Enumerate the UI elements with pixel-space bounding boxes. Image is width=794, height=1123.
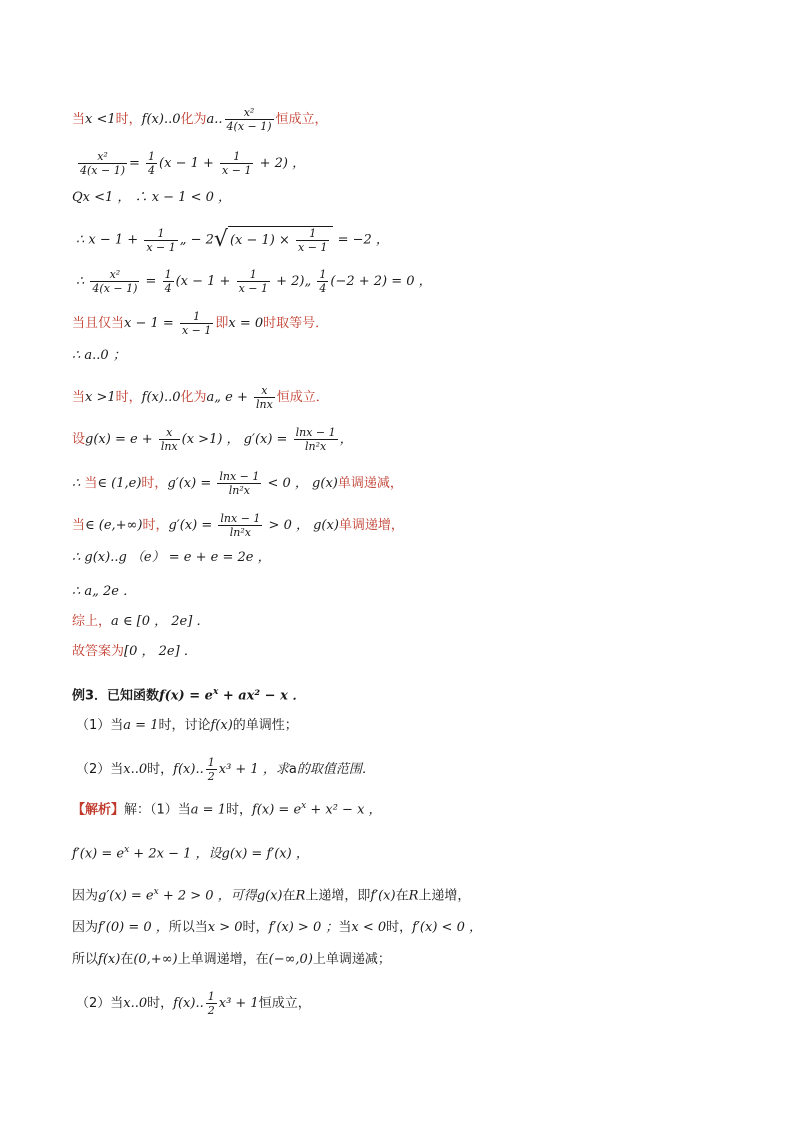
math-text: = −2 ，: [333, 232, 389, 248]
math-text: ∈ (e,+∞): [85, 518, 143, 533]
text-line: [72, 106, 328, 133]
math-text: f′(x): [370, 888, 396, 904]
text-line: [76, 268, 432, 295]
fraction-denominator: x − 1: [222, 164, 252, 177]
fraction-denominator: 4(x − 1): [92, 282, 138, 295]
fraction-numerator: 1: [207, 990, 215, 1003]
math-text: a = 1: [123, 718, 159, 733]
text-line: [72, 684, 305, 704]
chinese-text: 在: [395, 888, 409, 904]
fraction: [144, 227, 177, 254]
fraction-denominator: ln²x: [228, 484, 250, 497]
chinese-text: 当: [338, 920, 352, 935]
math-text: x..0: [123, 762, 148, 777]
chinese-text: 化为: [180, 390, 207, 405]
math-text: f(x)..: [173, 762, 204, 777]
chinese-text: 当: [72, 518, 86, 533]
math-text: f′(x) = e: [72, 846, 125, 862]
text-line: [76, 990, 311, 1017]
math-text: g(x) = f′(x) ，: [221, 846, 309, 862]
fraction-numerator: lnx − 1: [220, 512, 261, 525]
text-line: [72, 584, 136, 600]
chinese-text: 在: [120, 952, 134, 967]
radical-sign: √: [213, 227, 228, 252]
chinese-text: 时，: [115, 390, 142, 405]
fraction: [317, 268, 328, 295]
text-line: [72, 920, 482, 936]
chinese-text: 当: [72, 112, 86, 127]
math-text: ∴ x − 1 +: [76, 232, 143, 248]
math-text: x <1: [85, 112, 116, 127]
chinese-text: 当: [84, 476, 98, 491]
chinese-text: 时，: [147, 996, 174, 1011]
math-text: x > 0: [207, 920, 243, 935]
math-text: a„ e +: [206, 390, 252, 405]
fraction-numerator: 1: [164, 268, 172, 281]
math-text: + 2x − 1 ，设: [129, 846, 222, 862]
chinese-text: 上单调递减；: [312, 952, 391, 967]
math-text: (−∞,0): [268, 952, 313, 967]
math-text: (x − 1 +: [175, 274, 235, 289]
fraction-denominator: x − 1: [238, 282, 268, 295]
text-line: [72, 884, 470, 904]
fraction-numerator: 1: [144, 227, 177, 241]
analysis-label: 【解析】: [72, 802, 125, 818]
fraction: [296, 227, 329, 254]
text-line: [76, 150, 305, 177]
fraction: [218, 512, 262, 539]
text-line: [72, 384, 329, 411]
fraction-numerator: lnx − 1: [295, 426, 336, 439]
chinese-text: 的单调性；: [232, 718, 298, 733]
text-line: [72, 190, 231, 206]
chinese-text: 时，: [225, 802, 252, 818]
chinese-text: 即: [215, 316, 229, 331]
chinese-text: 故答案为: [72, 644, 125, 659]
math-text: ∴ a..0 ；: [72, 348, 126, 363]
fraction-denominator: 4: [148, 164, 156, 177]
math-text: ，: [339, 432, 353, 447]
fraction-numerator: x²: [225, 106, 274, 120]
math-text: + ax² − x ．: [218, 688, 306, 704]
math-text: f(x) = e: [252, 802, 302, 818]
fraction-denominator: 4(x − 1): [80, 164, 125, 177]
math-text: x³ + 1 ，求: [218, 762, 289, 777]
math-text: [0 ， 2e] ．: [124, 644, 197, 659]
fraction-numerator: 1: [237, 268, 270, 282]
fraction-numerator: lnx − 1: [219, 470, 260, 483]
text-line: [72, 550, 271, 566]
chinese-text: 化为: [180, 112, 207, 127]
math-text: x <1 ， ∴ x − 1 < 0 ，: [82, 190, 232, 205]
text-line: [72, 512, 404, 539]
math-text: (x >1) ， g′(x) =: [181, 432, 292, 447]
fraction-numerator: x: [159, 426, 180, 440]
fraction: [237, 268, 270, 295]
fraction: [206, 756, 217, 783]
math-text: x..0: [123, 996, 148, 1011]
chinese-text: 时，: [141, 476, 168, 491]
math-text: + 2) ，: [255, 156, 306, 171]
fraction: [159, 426, 180, 453]
math-text: f(x)..0: [141, 390, 181, 405]
math-text: f(x): [210, 718, 233, 733]
fraction: [254, 384, 275, 411]
chinese-text: 恒成立，: [258, 996, 311, 1011]
superscript: x: [153, 887, 159, 897]
chinese-text: 时，: [147, 762, 174, 777]
fraction-numerator: 1: [180, 310, 213, 324]
fraction-numerator: 1: [207, 756, 215, 769]
math-text: f(x): [98, 952, 121, 967]
chinese-text: 设: [72, 432, 86, 447]
chinese-text: 当且仅当: [72, 316, 125, 331]
fraction-denominator: 4: [319, 282, 327, 295]
fraction-denominator: ln²x: [229, 526, 251, 539]
fraction-denominator: 4(x − 1): [226, 120, 272, 133]
chinese-text: 恒成立，: [275, 112, 328, 127]
chinese-text: 因为: [72, 888, 99, 904]
fraction: [163, 268, 174, 295]
fraction: [220, 150, 253, 177]
superscript: x: [212, 687, 219, 697]
math-text: g′(x) = e: [98, 888, 154, 904]
text-line: [72, 798, 382, 818]
fraction-denominator: 2: [207, 1004, 215, 1017]
fraction-denominator: 4: [164, 282, 172, 295]
chinese-text: 已知函数: [107, 688, 160, 704]
fraction-numerator: 1: [296, 227, 329, 241]
fraction-denominator: lnx: [255, 398, 273, 411]
chinese-text: 单调递减，: [337, 476, 403, 491]
math-text: (−2 + 2) = 0 ，: [330, 274, 432, 289]
text-line: [72, 348, 126, 364]
text-line: [76, 718, 298, 734]
math-text: ∈ (1,e): [97, 476, 142, 491]
chinese-text: 上单调递增，在: [177, 952, 269, 967]
math-text: g(x): [256, 888, 283, 904]
math-text: R: [408, 888, 419, 904]
fraction-denominator: lnx: [160, 440, 178, 453]
math-text: + 2)„: [272, 274, 316, 289]
text-line: [76, 226, 389, 254]
superscript: x: [124, 845, 130, 855]
math-text: f′(0) = 0 ，: [98, 920, 169, 935]
chinese-text: 所以: [72, 952, 99, 967]
math-text: Q: [72, 190, 83, 205]
chinese-text: （2）当: [76, 996, 124, 1011]
radicand: [228, 226, 333, 254]
fraction-denominator: x − 1: [146, 240, 176, 254]
fraction: [78, 150, 127, 177]
fraction-numerator: x²: [90, 268, 139, 282]
fraction-numerator: 1: [319, 268, 327, 281]
fraction-numerator: x: [254, 384, 275, 398]
chinese-text: 时，: [142, 518, 169, 533]
chinese-text: （1）当: [76, 718, 124, 733]
fraction: [225, 106, 274, 133]
math-text: g′(x) =: [168, 518, 217, 533]
chinese-text: 时，: [115, 112, 142, 127]
text-line: [72, 310, 328, 337]
fraction-denominator: ln²x: [304, 440, 327, 453]
fraction: [206, 990, 217, 1017]
fraction-numerator: 1: [220, 150, 253, 164]
math-text: =: [141, 274, 161, 289]
chinese-text: 因为: [72, 920, 99, 935]
fraction: [217, 470, 261, 497]
chinese-text: 时，讨论: [158, 718, 211, 733]
text-line: [72, 470, 403, 497]
math-text: + 2 > 0 ，可得: [158, 888, 257, 904]
math-text: < 0 ， g(x): [263, 476, 338, 491]
chinese-text: 解：（1）当: [124, 802, 191, 818]
math-text: ∴ g(x)..g （e） = e + e = 2e ，: [72, 550, 271, 565]
math-text: (x − 1 +: [159, 156, 219, 171]
fraction-numerator: 1: [148, 150, 156, 163]
chinese-text: a: [288, 762, 297, 777]
math-text: f(x)..: [173, 996, 204, 1011]
fraction: [90, 268, 139, 295]
chinese-text: 时取等号．: [263, 316, 329, 331]
math-text: f(x) = e: [159, 688, 213, 704]
chinese-text: 时，: [242, 920, 269, 935]
math-text: (0,+∞): [133, 952, 178, 967]
math-text: f(x)..0: [141, 112, 181, 127]
math-text: g′(x) =: [167, 476, 216, 491]
math-text: =: [129, 156, 145, 171]
fraction-denominator: 2: [207, 770, 215, 783]
fraction-denominator: x − 1: [298, 241, 328, 254]
math-text: g(x) = e +: [85, 432, 157, 447]
math-text: R: [295, 888, 306, 904]
text-line: [72, 952, 391, 968]
math-text: ∴: [76, 274, 89, 289]
math-text: x − 1 =: [124, 316, 178, 331]
chinese-text: 所以当: [168, 920, 208, 935]
example-label: 例3．: [72, 688, 108, 704]
math-text: ∴ a„ 2e ．: [72, 584, 137, 599]
math-text: x = 0: [228, 316, 264, 331]
math-text: ∴: [72, 476, 85, 491]
fraction: [294, 426, 338, 453]
math-text: x³ + 1: [218, 996, 259, 1011]
text-line: [72, 614, 209, 630]
math-text: f′(x) > 0 ；: [268, 920, 339, 935]
superscript: x: [301, 801, 307, 811]
chinese-text: 综上，: [72, 614, 112, 629]
fraction: [146, 150, 157, 177]
math-text: a..: [206, 112, 223, 127]
chinese-text: 上递增，: [418, 888, 471, 904]
chinese-text: 时，: [386, 920, 413, 935]
math-text: 的取值范围．: [296, 762, 375, 777]
math-text: + x² − x ，: [306, 802, 382, 818]
text-line: [72, 426, 353, 453]
text-line: [72, 842, 309, 862]
math-text: „ − 2: [179, 232, 214, 248]
fraction: [180, 310, 213, 337]
text-line: [76, 756, 375, 783]
math-text: f′(x) < 0 ，: [412, 920, 482, 935]
math-text: (x − 1) ×: [229, 233, 295, 248]
chinese-text: 在: [282, 888, 296, 904]
fraction-numerator: x²: [78, 150, 127, 164]
math-text: x < 0: [351, 920, 387, 935]
chinese-text: 单调递增，: [338, 518, 404, 533]
math-text: a ∈ [0 ， 2e] ．: [111, 614, 210, 629]
math-text: x >1: [85, 390, 116, 405]
chinese-text: 上递增，即: [305, 888, 371, 904]
math-text: > 0 ， g(x): [264, 518, 339, 533]
math-text: a = 1: [190, 802, 226, 818]
fraction-denominator: x − 1: [181, 324, 212, 337]
chinese-text: 当: [72, 390, 86, 405]
chinese-text: （2）当: [76, 762, 124, 777]
chinese-text: 恒成立．: [276, 390, 329, 405]
square-root: [214, 226, 334, 254]
text-line: [72, 644, 197, 660]
